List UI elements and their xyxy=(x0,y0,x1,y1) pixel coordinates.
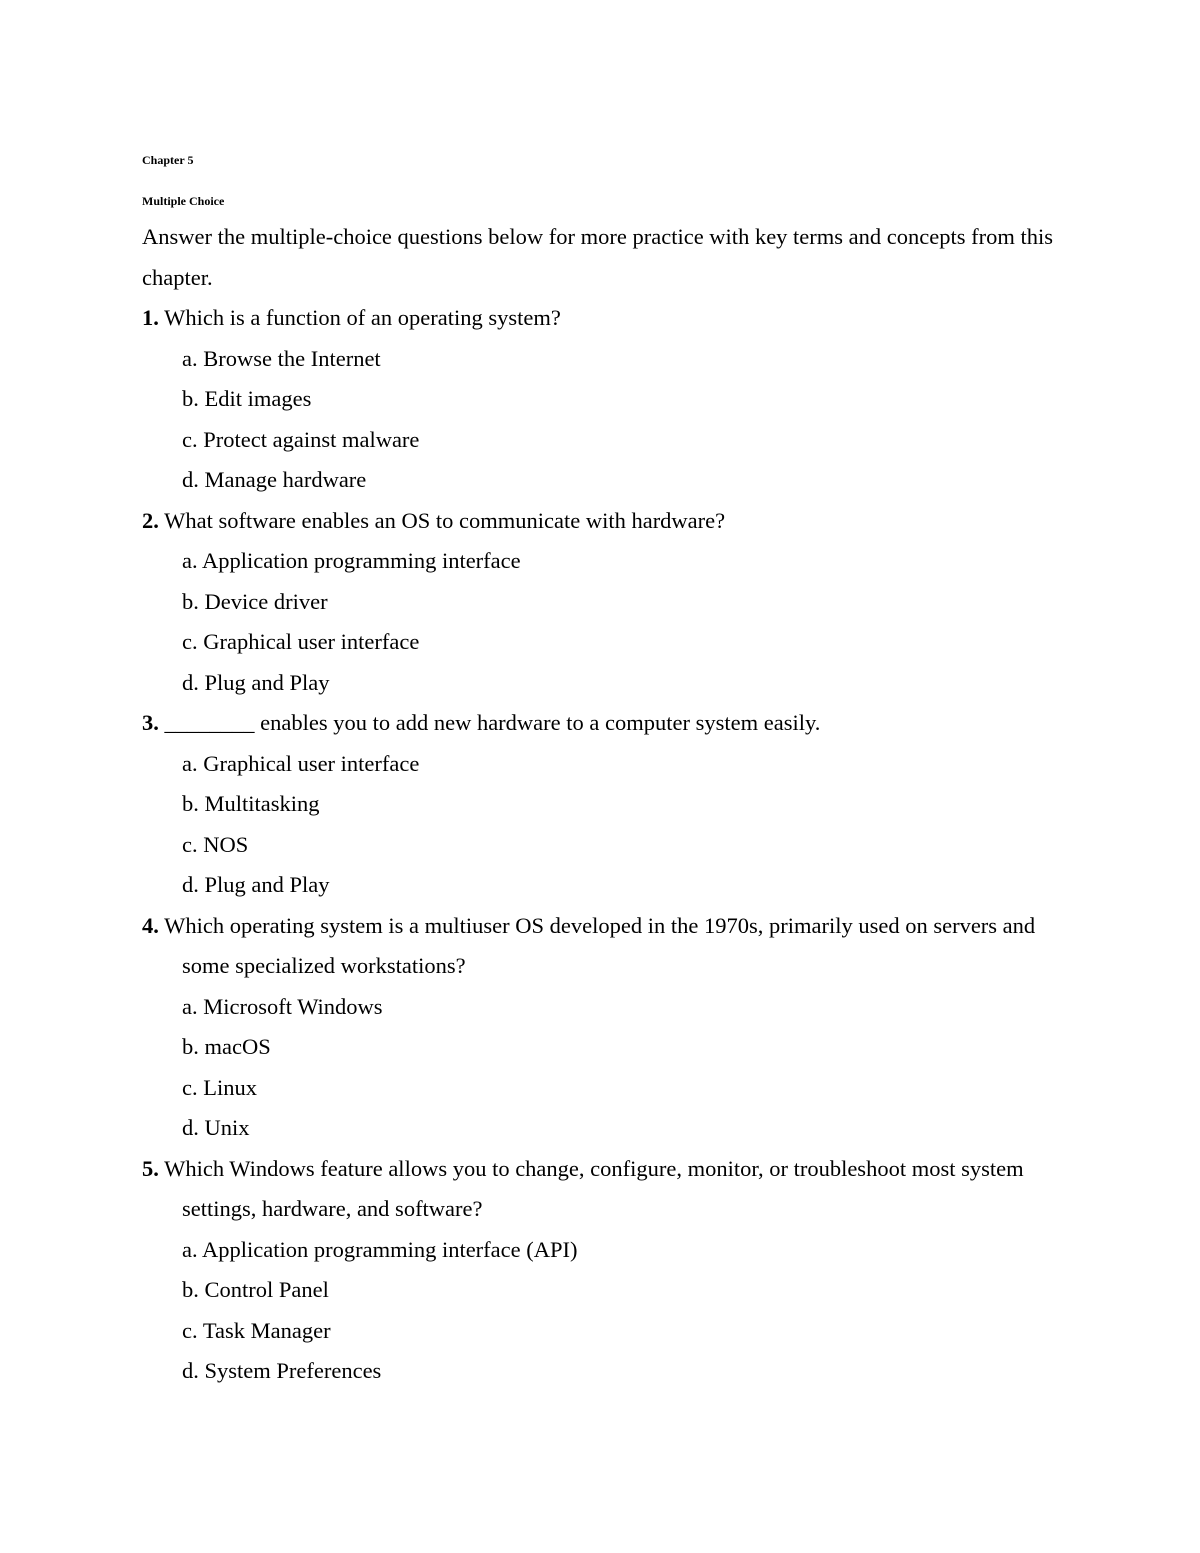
answer-option: b. Edit images xyxy=(182,386,312,411)
answer-option: b. Device driver xyxy=(182,588,328,614)
question-number: 1. xyxy=(142,305,159,330)
question-1 xyxy=(142,298,1082,339)
question-5 xyxy=(142,1149,1082,1230)
intro-text: Answer the multiple-choice questions below for more practice with key terms and concepts from this chapter. xyxy=(142,224,1053,290)
question-2 xyxy=(142,501,1082,542)
question-text: Which Windows feature allows you to change, configure, monitor, or troubleshoot most system settings, hardware, and software? xyxy=(164,1155,1024,1221)
question-3 xyxy=(142,703,1082,744)
answer-option: c. Linux xyxy=(182,1074,257,1100)
question-number: 3. xyxy=(142,710,159,735)
answer-option: c. Task Manager xyxy=(182,1317,331,1343)
answer-option: d. System Preferences xyxy=(182,1358,382,1383)
answer-option: a. Application programming interface (API) xyxy=(182,1236,578,1262)
answer-option: b. macOS xyxy=(182,1034,271,1059)
answer-option: d. Plug and Play xyxy=(182,669,330,695)
chapter-heading: Chapter 5 xyxy=(142,153,194,167)
question-number: 2. xyxy=(142,507,159,533)
answer-option: a. Microsoft Windows xyxy=(182,993,383,1019)
question-text: Which is a function of an operating system? xyxy=(164,305,561,330)
answer-option: b. Multitasking xyxy=(182,791,320,816)
question-text: ________ enables you to add new hardware to a computer system easily. xyxy=(164,710,821,735)
answer-option: d. Plug and Play xyxy=(182,872,330,897)
section-heading: Multiple Choice xyxy=(142,194,225,208)
question-number: 4. xyxy=(142,912,159,938)
question-list xyxy=(142,217,1082,1392)
question-4 xyxy=(142,906,1082,987)
answer-option: d. Manage hardware xyxy=(182,467,367,492)
question-number: 5. xyxy=(142,1155,159,1181)
answer-option: c. Graphical user interface xyxy=(182,629,420,654)
answer-option: d. Unix xyxy=(182,1115,250,1140)
answer-option: c. NOS xyxy=(182,831,249,857)
question-text: Which operating system is a multiuser OS developed in the 1970s, primarily used on servers and some specialized workstations? xyxy=(164,912,1036,978)
question-text: What software enables an OS to communicate with hardware? xyxy=(164,507,726,533)
answer-option: b. Control Panel xyxy=(182,1277,329,1302)
answer-option: a. Graphical user interface xyxy=(182,750,420,776)
answer-option: a. Browse the Internet xyxy=(182,345,381,371)
answer-option: a. Application programming interface xyxy=(182,548,521,573)
answer-option: c. Protect against malware xyxy=(182,426,420,452)
